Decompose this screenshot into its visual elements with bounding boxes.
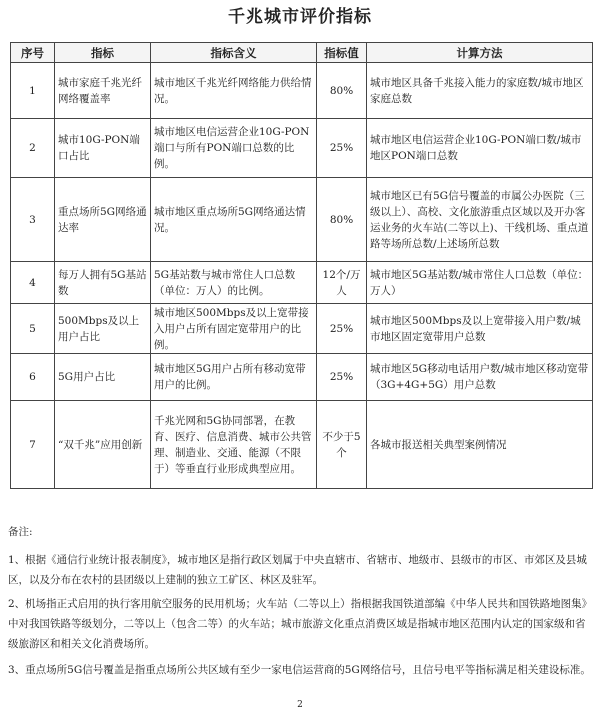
header-indicator: 指标 xyxy=(55,43,151,63)
indicator-meaning: 城市地区重点场所5G网络通达情况。 xyxy=(151,178,317,262)
row-number: 3 xyxy=(11,178,55,262)
row-number: 4 xyxy=(11,262,55,304)
indicator-name: 500Mbps及以上用户占比 xyxy=(55,304,151,354)
note-item: 3、重点场所5G信号覆盖是指重点场所公共区域有至少一家电信运营商的5G网络信号，且信号电平等指标满足相关建设标准。 xyxy=(8,664,591,676)
calculation-method: 城市地区已有5G信号覆盖的市属公办医院（三级以上）、高校、文化旅游重点区域以及开办客运业务的火车站(二等以上)、干线机场、重点道路等场所总数/上述场所总数 xyxy=(367,178,593,262)
indicator-meaning: 城市地区500Mbps及以上宽带接入用户占所有固定宽带用户的比例。 xyxy=(151,304,317,354)
calculation-method: 城市地区具备千兆接入能力的家庭数/城市地区家庭总数 xyxy=(367,63,593,119)
metrics-table xyxy=(10,42,593,489)
row-number: 1 xyxy=(11,63,55,119)
note-item: 2、机场指正式启用的执行客用航空服务的民用机场；火车站（二等以上）指根据我国铁道部编《中华人民共和国铁路地图集》中对我国铁路等级划分，二等以上（包含二等）的火车站；城市旅游文化重点消费区域是指城市地区范围内认定的国家级和省级旅游区和相关文化消费场所。 xyxy=(8,598,593,650)
calculation-method: 城市地区5G基站数/城市常住人口总数（单位：万人） xyxy=(367,262,593,304)
indicator-name: 5G用户占比 xyxy=(55,354,151,401)
indicator-name: 重点场所5G网络通达率 xyxy=(55,178,151,262)
calculation-method: 城市地区5G移动电话用户数/城市地区移动宽带（3G+4G+5G）用户总数 xyxy=(367,354,593,401)
row-number: 5 xyxy=(11,304,55,354)
notes-heading: 备注: xyxy=(8,526,33,538)
table-row xyxy=(11,354,593,401)
header-value: 指标值 xyxy=(317,43,367,63)
row-number: 6 xyxy=(11,354,55,401)
table-row xyxy=(11,119,593,178)
indicator-meaning: 城市地区电信运营企业10G-PON端口与所有PON端口总数的比例。 xyxy=(151,119,317,178)
header-meaning: 指标含义 xyxy=(151,43,317,63)
indicator-value: 80% xyxy=(317,178,367,262)
table-header-row xyxy=(11,43,593,63)
header-no: 序号 xyxy=(11,43,55,63)
row-number: 2 xyxy=(11,119,55,178)
indicator-value: 25% xyxy=(317,354,367,401)
indicator-value: 不少于5个 xyxy=(317,401,367,489)
page-number: 2 xyxy=(297,700,303,710)
row-number: 7 xyxy=(11,401,55,489)
page-title: 千兆城市评价指标 xyxy=(228,7,372,27)
calculation-method: 各城市报送相关典型案例情况 xyxy=(367,401,593,489)
table-row xyxy=(11,178,593,262)
indicator-name: “双千兆”应用创新 xyxy=(55,401,151,489)
calculation-method: 城市地区电信运营企业10G-PON端口数/城市地区PON端口总数 xyxy=(367,119,593,178)
indicator-value: 25% xyxy=(317,119,367,178)
calculation-method: 城市地区500Mbps及以上宽带接入用户数/城市地区固定宽带用户总数 xyxy=(367,304,593,354)
table-row xyxy=(11,262,593,304)
indicator-value: 12个/万人 xyxy=(317,262,367,304)
indicator-meaning: 城市地区5G用户占所有移动宽带用户的比例。 xyxy=(151,354,317,401)
table-row xyxy=(11,401,593,489)
indicator-name: 每万人拥有5G基站数 xyxy=(55,262,151,304)
table-row xyxy=(11,63,593,119)
indicator-name: 城市家庭千兆光纤网络覆盖率 xyxy=(55,63,151,119)
indicator-meaning: 城市地区千兆光纤网络能力供给情况。 xyxy=(151,63,317,119)
table-row xyxy=(11,304,593,354)
indicator-meaning: 5G基站数与城市常住人口总数（单位：万人）的比例。 xyxy=(151,262,317,304)
indicator-name: 城市10G-PON端口占比 xyxy=(55,119,151,178)
note-item: 1、根据《通信行业统计报表制度》，城市地区是指行政区划属于中央直辖市、省辖市、地级市、县级市的市区、市郊区及县城区，以及分布在农村的县团级以上建制的独立工矿区、林区及驻军。 xyxy=(8,554,587,586)
indicator-value: 80% xyxy=(317,63,367,119)
indicator-meaning: 千兆光网和5G协同部署，在教育、医疗、信息消费、城市公共管理、制造业、交通、能源（不限于）等垂直行业形成典型应用。 xyxy=(151,401,317,489)
header-method: 计算方法 xyxy=(367,43,593,63)
indicator-value: 25% xyxy=(317,304,367,354)
